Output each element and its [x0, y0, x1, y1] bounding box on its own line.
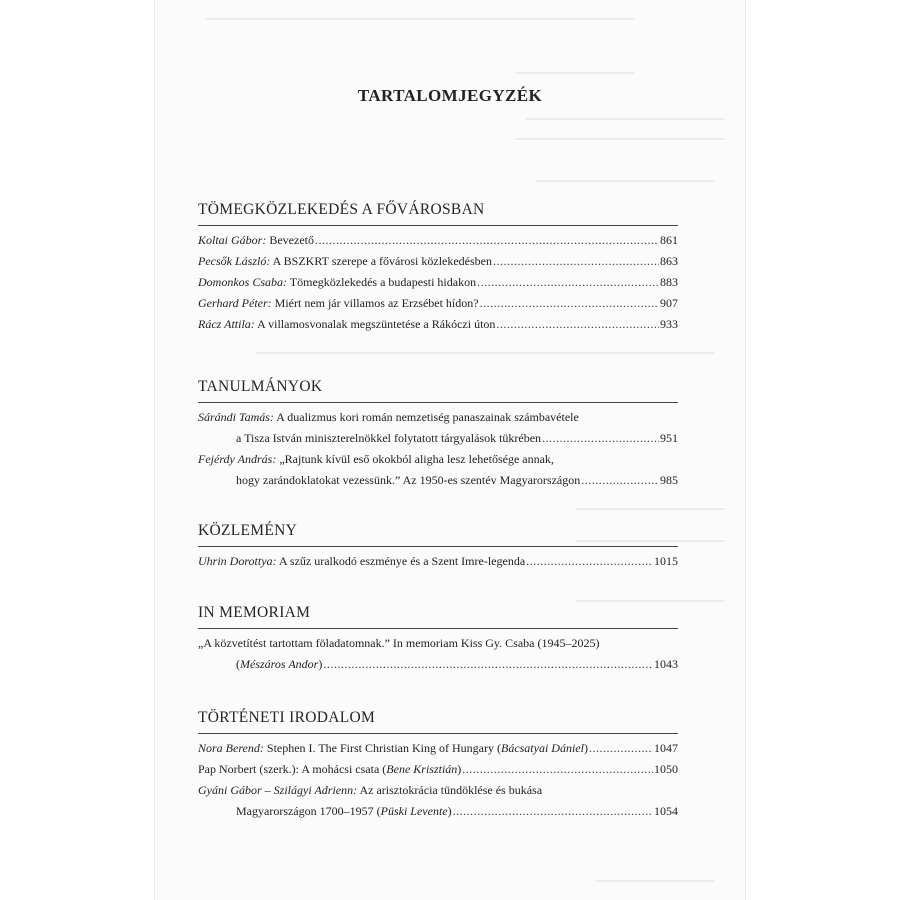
entry-author: Gyáni Gábor – Szilágyi Adrienn:	[198, 783, 358, 797]
paren-open: (	[496, 741, 501, 755]
entry-page: 1043	[654, 657, 678, 671]
entry-author: Rácz Attila:	[198, 317, 255, 331]
leader-dots	[589, 738, 653, 759]
toc-entry	[198, 293, 678, 314]
section-heading: TANULMÁNYOK	[198, 378, 323, 395]
bleed-through-line	[525, 118, 725, 120]
section-heading: IN MEMORIAM	[198, 604, 311, 621]
entry-title-cont: hogy zarándoklatokat vezessünk.” Az 1950-es szentév Magyarországon	[236, 473, 581, 487]
entry-author: Domonkos Csaba:	[198, 275, 287, 289]
bleed-through-line	[255, 352, 715, 354]
entry-reviewer: Bácsatyai Dániel	[500, 741, 584, 755]
entry-page: 933	[660, 317, 678, 331]
section-rule	[198, 402, 678, 403]
entry-page: 863	[660, 254, 678, 268]
entry-title: A BSZKRT szerepe a fővárosi közlekedésben	[272, 254, 492, 268]
paren-close: )	[318, 657, 323, 671]
toc-entry	[198, 633, 678, 675]
section-torteneti-irodalom	[198, 707, 678, 822]
section-rule	[198, 225, 678, 226]
entry-page: 1050	[654, 762, 678, 776]
entry-page: 883	[660, 275, 678, 289]
paren-open: (	[236, 657, 240, 671]
bleed-through-line	[595, 880, 715, 882]
entry-page: 1015	[654, 554, 678, 568]
entry-page: 1047	[654, 741, 678, 755]
section-rule	[198, 628, 678, 629]
entry-title: A dualizmus kori román nemzetiség panaszainak számbavétele	[276, 410, 579, 424]
leader-dots	[453, 801, 653, 822]
entry-page: 1054	[654, 804, 678, 818]
paren-open: (	[376, 804, 381, 818]
entry-title: A villamosvonalak megszüntetése a Rákóczi úton	[257, 317, 496, 331]
section-in-memoriam	[198, 602, 678, 675]
leader-dots	[462, 759, 653, 780]
entry-title-cont: a Tisza István miniszterelnökkel folytatott tárgyalások tükrében	[236, 431, 542, 445]
bleed-through-line	[515, 138, 725, 140]
entry-page: 907	[660, 296, 678, 310]
entry-author: Nora Berend:	[198, 741, 264, 755]
section-heading: TÖMEGKÖZLEKEDÉS A FŐVÁROSBAN	[198, 201, 485, 218]
entry-title: A mohácsi csata	[301, 762, 380, 776]
section-tomegkozlekedes	[198, 199, 678, 335]
leader-dots	[493, 251, 659, 272]
toc-entry	[198, 551, 678, 572]
section-tanulmanyok	[198, 376, 678, 491]
entry-title: „A közvetítést tartottam föladatomnak.” In memoriam Kiss Gy. Csaba (1945–2025)	[198, 636, 600, 650]
entry-title-cont: Magyarországon 1700–1957	[236, 804, 374, 818]
page-title: TARTALOMJEGYZÉK	[357, 86, 543, 105]
entry-author: Sárándi Tamás:	[198, 410, 274, 424]
entry-title: „Rajtunk kívül eső okokból aligha lesz lehetősége annak,	[279, 452, 554, 466]
toc-entry	[198, 449, 678, 491]
entry-author: Koltai Gábor:	[198, 233, 267, 247]
leader-dots	[496, 314, 659, 335]
toc-entry	[198, 738, 678, 759]
entry-reviewer: Mészáros Andor	[240, 657, 319, 671]
entry-page: 951	[660, 431, 678, 445]
entry-page: 861	[660, 233, 678, 247]
leader-dots	[323, 654, 653, 675]
entry-title: Miért nem jár villamos az Erzsébet hídon?	[274, 296, 479, 310]
toc-entry	[198, 759, 678, 780]
entry-author: Pap Norbert (szerk.):	[198, 762, 299, 776]
bleed-through-line	[575, 508, 725, 510]
paren-close: )	[447, 804, 452, 818]
section-rule	[198, 546, 678, 547]
toc-entry	[198, 407, 678, 449]
entry-author: Uhrin Dorottya:	[198, 554, 277, 568]
leader-dots	[480, 293, 659, 314]
entry-title: Stephen I. The First Christian King of Hungary	[266, 741, 494, 755]
paren-close: )	[457, 762, 462, 776]
leader-dots	[477, 272, 659, 293]
section-rule	[198, 733, 678, 734]
entry-page: 985	[660, 473, 678, 487]
leader-dots	[581, 470, 659, 491]
bleed-through-line	[535, 180, 715, 182]
leader-dots	[542, 428, 659, 449]
entry-reviewer: Püski Levente	[380, 804, 448, 818]
leader-dots	[315, 230, 659, 251]
toc-entry	[198, 272, 678, 293]
leader-dots	[526, 551, 653, 572]
paren-close: )	[583, 741, 588, 755]
section-heading: TÖRTÉNETI IRODALOM	[198, 709, 376, 726]
section-kozlemeny	[198, 520, 678, 572]
entry-title: Bevezető	[269, 233, 314, 247]
toc-entry	[198, 314, 678, 335]
entry-author: Gerhard Péter:	[198, 296, 272, 310]
toc-entry	[198, 780, 678, 822]
entry-author: Pecsők László:	[198, 254, 271, 268]
entry-title: Tömegközlekedés a budapesti hidakon	[289, 275, 477, 289]
entry-author: Fejérdy András:	[198, 452, 277, 466]
toc-entry	[198, 230, 678, 251]
entry-title: Az arisztokrácia tündöklése és bukása	[359, 783, 543, 797]
bleed-through-line	[205, 18, 635, 20]
bleed-through-line	[515, 72, 635, 74]
entry-reviewer: Bene Krisztián	[386, 762, 458, 776]
paren-open: (	[382, 762, 387, 776]
section-heading: KÖZLEMÉNY	[198, 522, 298, 539]
entry-title: A szűz uralkodó eszménye és a Szent Imre-legenda	[278, 554, 526, 568]
toc-entry	[198, 251, 678, 272]
